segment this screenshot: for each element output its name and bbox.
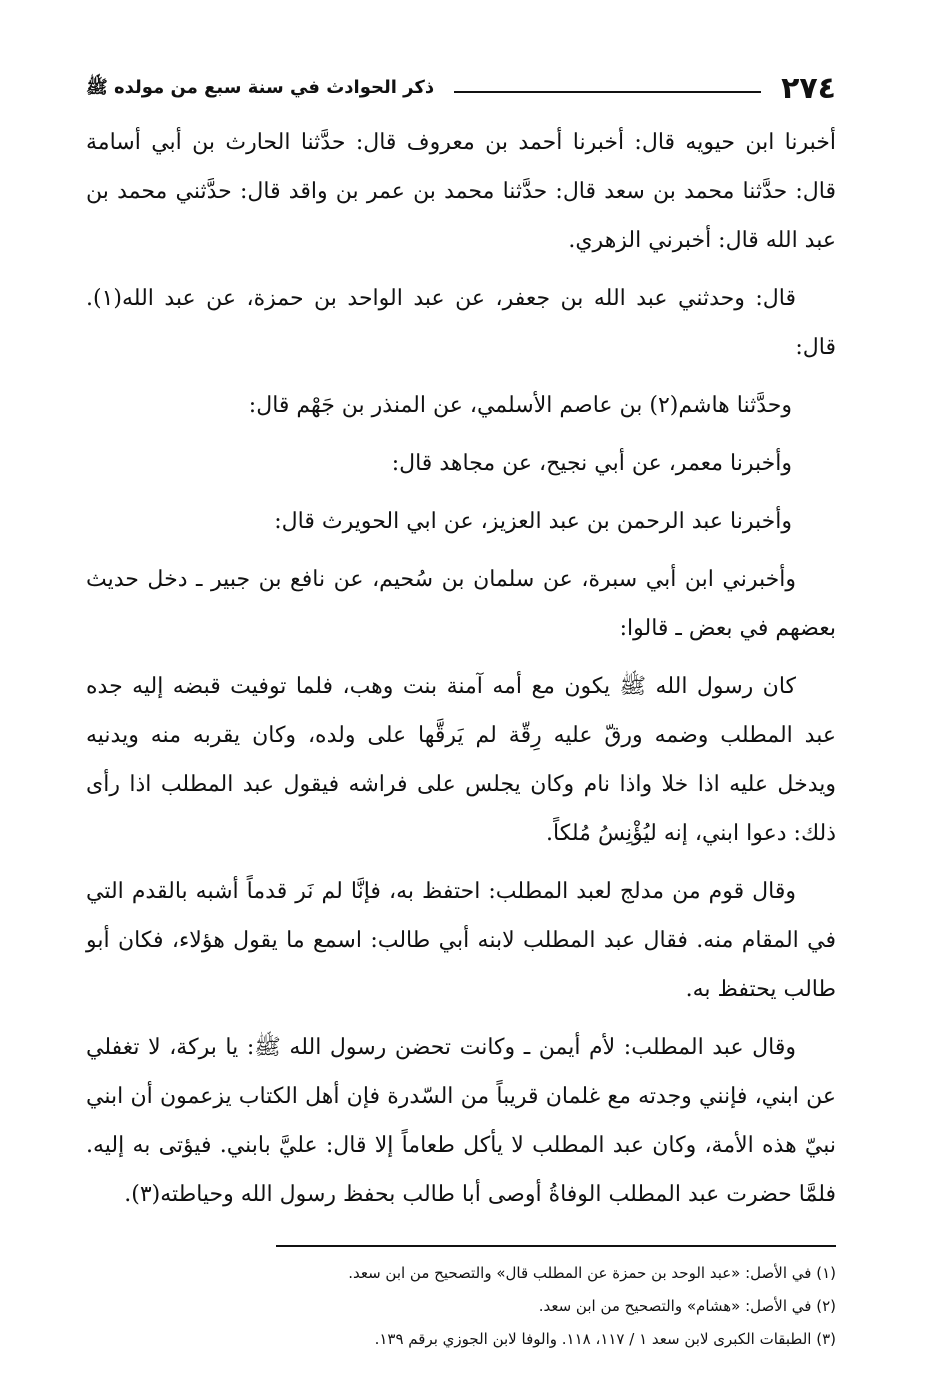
header-rule xyxy=(454,91,761,93)
main-text xyxy=(86,118,836,1219)
paragraph-isnad-1: أخبرنا ابن حيويه قال: أخبرنا أحمد بن معروف قال: حدَّثنا الحارث بن أبي أسامة قال: حدَّثنا محمد بن سعد قال: حدَّثنا محمد بن عمر بن واقد قال: حدَّثني محمد بن عبد الله قال: أخبرني الزهري. xyxy=(86,130,836,253)
paragraph-narrative-3: وقال عبد المطلب: لأم أيمن ـ وكانت تحضن رسول الله ﷺ: يا بركة، لا تغفلي عن ابني، فإنني وجدته مع غلمان قريباً من السّدرة فإن أهل الكتاب يزعمون أن ابني نبيّ هذه الأمة، وكان عبد المطلب لا يأكل طعاماً إلا قال: عليَّ بابني. فيؤتى به إليه. فلمَّا حضرت عبد المطلب الوفاةُ أوصى أبا طالب بحفظ رسول الله وحياطته(٣). xyxy=(86,1035,837,1207)
paragraph-isnad-6: وأخبرني ابن أبي سبرة، عن سلمان بن سُحيم، عن نافع بن جبير ـ دخل حديث بعضهم في بعض ـ قالوا: xyxy=(86,567,836,641)
paragraph-isnad-3: وحدَّثنا هاشم(٢) بن عاصم الأسلمي، عن المنذر بن جَهْم قال: xyxy=(248,393,792,418)
footnote-rule xyxy=(276,1245,836,1247)
paragraph-isnad-2: قال: وحدثني عبد الله بن جعفر، عن عبد الواحد بن حمزة، عن عبد الله(١). قال: xyxy=(86,286,836,360)
paragraph-narrative-2: وقال قوم من مدلج لعبد المطلب: احتفظ به، فإنَّا لم نَر قدماً أشبه بالقدم التي في المقام منه. فقال عبد المطلب لابنه أبي طالب: اسمع ما يقول هؤلاء، فكان أبو طالب يحتفظ به. xyxy=(86,879,836,1002)
paragraph-isnad-4: وأخبرنا معمر، عن أبي نجيح، عن مجاهد قال: xyxy=(391,451,792,476)
book-page xyxy=(86,68,836,1356)
footnote-2: (٢) في الأصل: «هشام» والتصحيح من ابن سعد. xyxy=(538,1297,836,1315)
running-head xyxy=(86,68,836,110)
paragraph-narrative-1: كان رسول الله ﷺ يكون مع أمه آمنة بنت وهب، فلما توفيت قبضه إليه جده عبد المطلب وضمه ورقّ عليه رِقّة لم يَرقَّها على ولده، وكان يقربه منه ويدنيه ويدخل عليه اذا خلا واذا نام وكان يجلس على فراشه فيقول عبد المطلب اذا رأى ذلك: دعوا ابني، إنه ليُؤْنِسُ مُلكاً. xyxy=(86,674,836,846)
running-title: ذكر الحوادث في سنة سبع من مولده ﷺ xyxy=(86,77,435,98)
footnote-3: (٣) الطبقات الكبرى لابن سعد ١ / ١١٧، ١١٨. والوفا لابن الجوزي برقم ١٣٩. xyxy=(374,1330,836,1348)
footnote-1: (١) في الأصل: «عبد الوحد بن حمزة عن المطلب قال» والتصحيح من ابن سعد. xyxy=(348,1264,836,1282)
page-number: ٢٧٤ xyxy=(781,71,836,106)
paragraph-isnad-5: وأخبرنا عبد الرحمن بن عبد العزيز، عن ابي الحويرث قال: xyxy=(274,509,792,534)
footnotes xyxy=(86,1257,836,1356)
